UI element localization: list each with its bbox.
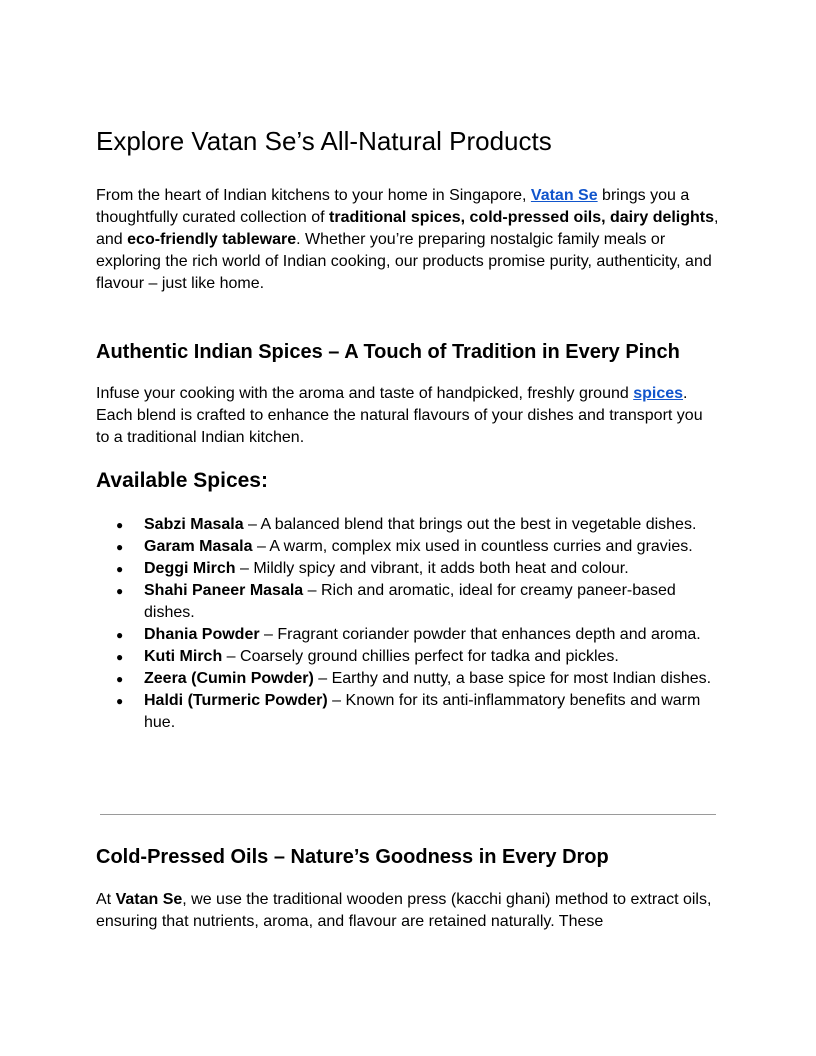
spice-name: Shahi Paneer Masala — [144, 582, 304, 599]
intro-text-2: brings you a thoughtfully curated collection of — [96, 187, 690, 226]
spices-text-1: Infuse your cooking with the aroma and taste of handpicked, freshly ground — [96, 385, 634, 402]
spice-name: Deggi Mirch — [144, 560, 236, 577]
list-item — [96, 536, 720, 558]
oils-text-1: At — [96, 891, 116, 908]
list-item — [96, 558, 720, 580]
list-item — [96, 514, 720, 536]
spice-name: Sabzi Masala — [144, 516, 244, 533]
spice-name: Garam Masala — [144, 538, 253, 555]
spices-paragraph — [96, 383, 720, 449]
spice-name: Kuti Mirch — [144, 648, 223, 665]
list-item — [96, 690, 720, 734]
intro-text-4: . Whether you’re preparing nostalgic family meals or exploring the rich world of Indian cooking, our products promise purity, authenticity, and flavour – just like home. — [96, 231, 712, 292]
oils-brand: Vatan Se — [115, 891, 183, 908]
list-item — [96, 668, 720, 690]
intro-bold-2: eco-friendly tableware — [127, 231, 297, 248]
spice-desc: – Coarsely ground chillies perfect for tadka and pickles. — [222, 648, 619, 665]
spice-name: Zeera (Cumin Powder) — [144, 670, 314, 687]
spice-desc: – Known for its anti-inflammatory benefits and warm hue. — [144, 692, 701, 731]
spice-desc: – A balanced blend that brings out the best in vegetable dishes. — [243, 516, 697, 533]
available-spices-heading: Available Spices: — [96, 469, 268, 492]
list-item — [96, 580, 720, 624]
oils-text-2: , we use the traditional wooden press (kacchi ghani) method to extract oils, ensuring that nutrients, aroma, and flavour are retained naturally. These — [96, 891, 712, 930]
intro-paragraph — [96, 185, 720, 295]
spice-desc: – Mildly spicy and vibrant, it adds both heat and colour. — [235, 560, 629, 577]
spice-name: Dhania Powder — [144, 626, 260, 643]
spice-name: Haldi (Turmeric Powder) — [144, 692, 328, 709]
spices-heading: Authentic Indian Spices – A Touch of Tradition in Every Pinch — [96, 341, 680, 363]
intro-text-1: From the heart of Indian kitchens to your home in Singapore, — [96, 187, 531, 204]
list-item — [96, 646, 720, 668]
oils-heading: Cold-Pressed Oils – Nature’s Goodness in Every Drop — [96, 846, 609, 868]
page-title: Explore Vatan Se’s All-Natural Products — [96, 126, 552, 156]
list-item — [96, 624, 720, 646]
oils-paragraph — [96, 889, 720, 933]
spice-desc: – Fragrant coriander powder that enhances depth and aroma. — [259, 626, 701, 643]
vatan-se-link[interactable]: Vatan Se — [530, 187, 598, 204]
spices-text-2: . Each blend is crafted to enhance the natural flavours of your dishes and transport you to a traditional Indian kitchen. — [96, 385, 703, 446]
section-divider — [100, 814, 716, 815]
intro-bold-1: traditional spices, cold-pressed oils, dairy delights — [329, 209, 715, 226]
intro-text-3: , and — [96, 209, 719, 248]
spice-desc: – Earthy and nutty, a base spice for most Indian dishes. — [313, 670, 712, 687]
spices-link[interactable]: spices — [633, 385, 684, 402]
spices-list — [96, 514, 720, 734]
spice-desc: – A warm, complex mix used in countless curries and gravies. — [252, 538, 693, 555]
spice-desc: – Rich and aromatic, ideal for creamy paneer-based dishes. — [144, 582, 676, 621]
